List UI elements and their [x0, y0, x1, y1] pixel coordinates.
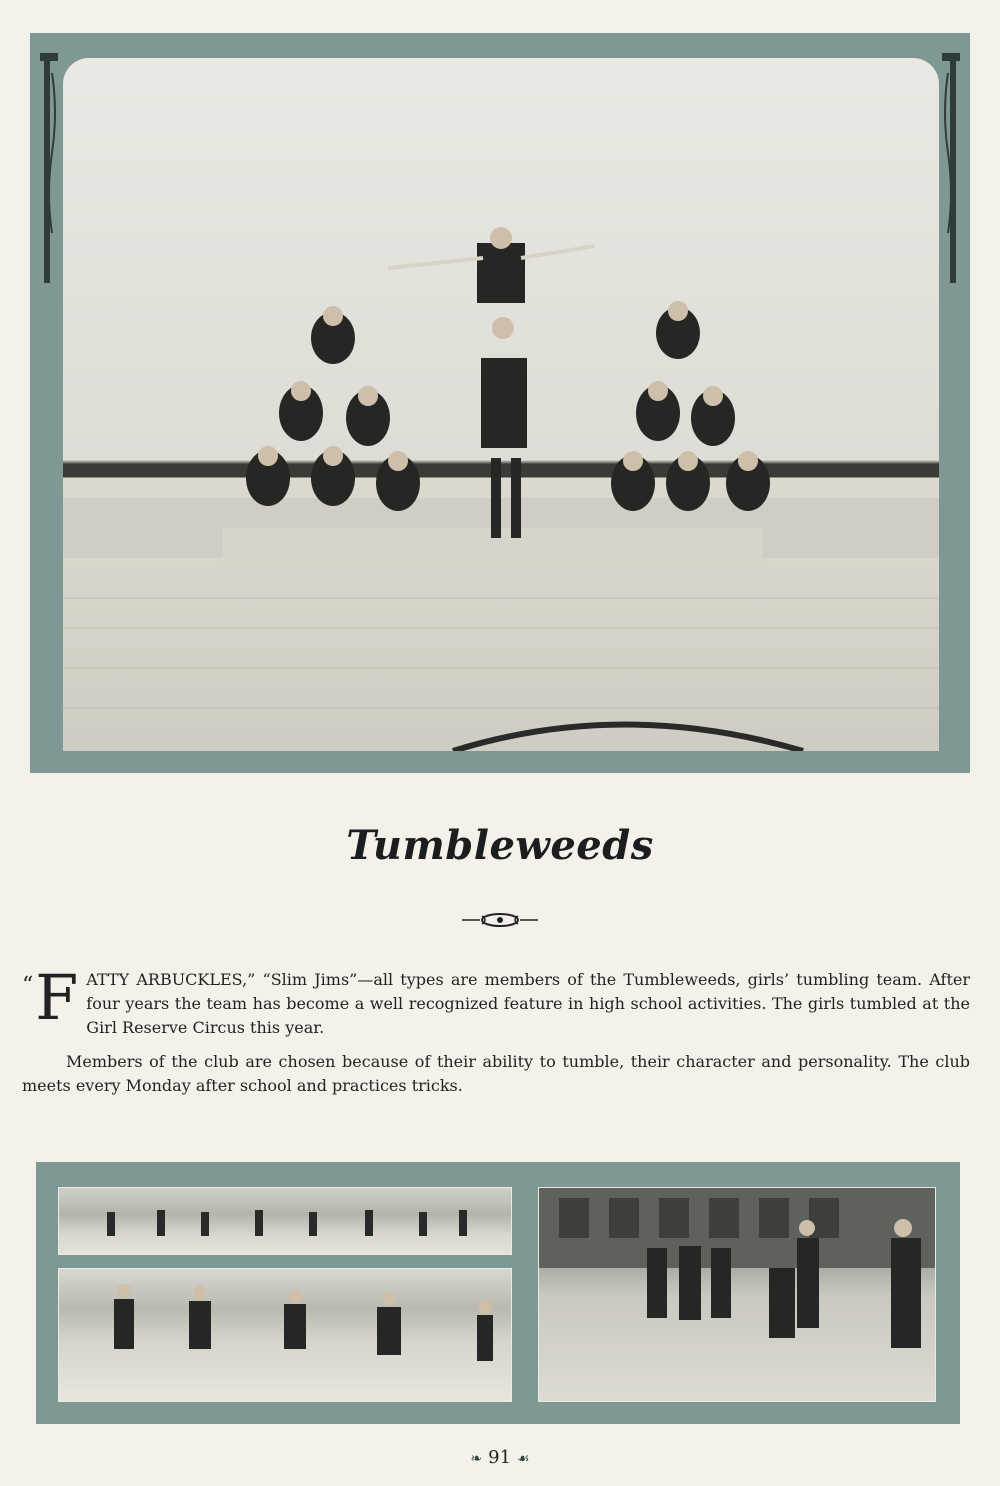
pyramid-photo [63, 58, 939, 751]
page-number-footer [0, 1447, 1000, 1468]
article-paragraph-1 [22, 961, 970, 1040]
right-corner-ornament [938, 53, 964, 293]
page-number: 91 [488, 1447, 512, 1468]
cartwheel-photo [58, 1268, 512, 1402]
page-title: Tumbleweeds [346, 822, 654, 869]
schoolyard-photo [538, 1187, 936, 1402]
paragraph-1-text: ATTY ARBUCKLES,” “Slim Jims”—all types are members of the Tumbleweeds, girls’ tumbling team. After four years the team has become a well recognized feature in high school activities. The girls tumbled at the Girl Reserve Circus this year. [86, 970, 970, 1037]
bottom-photo-frame [36, 1162, 960, 1424]
main-photo-frame [30, 33, 970, 773]
opening-quote: “ [22, 973, 34, 998]
drop-cap: F [35, 961, 79, 1034]
left-corner-ornament [36, 53, 62, 293]
left-folio-ornament-icon: ❧ [470, 1451, 483, 1467]
article-paragraph-2: Members of the club are chosen because of their ability to tumble, their character and personality. The club meets every Monday after school and practices tricks. [22, 1052, 970, 1095]
article-body [22, 961, 970, 1098]
title-ornament-icon [460, 911, 540, 929]
right-folio-ornament-icon: ☙ [517, 1451, 530, 1467]
handstand-line-photo [58, 1187, 512, 1255]
